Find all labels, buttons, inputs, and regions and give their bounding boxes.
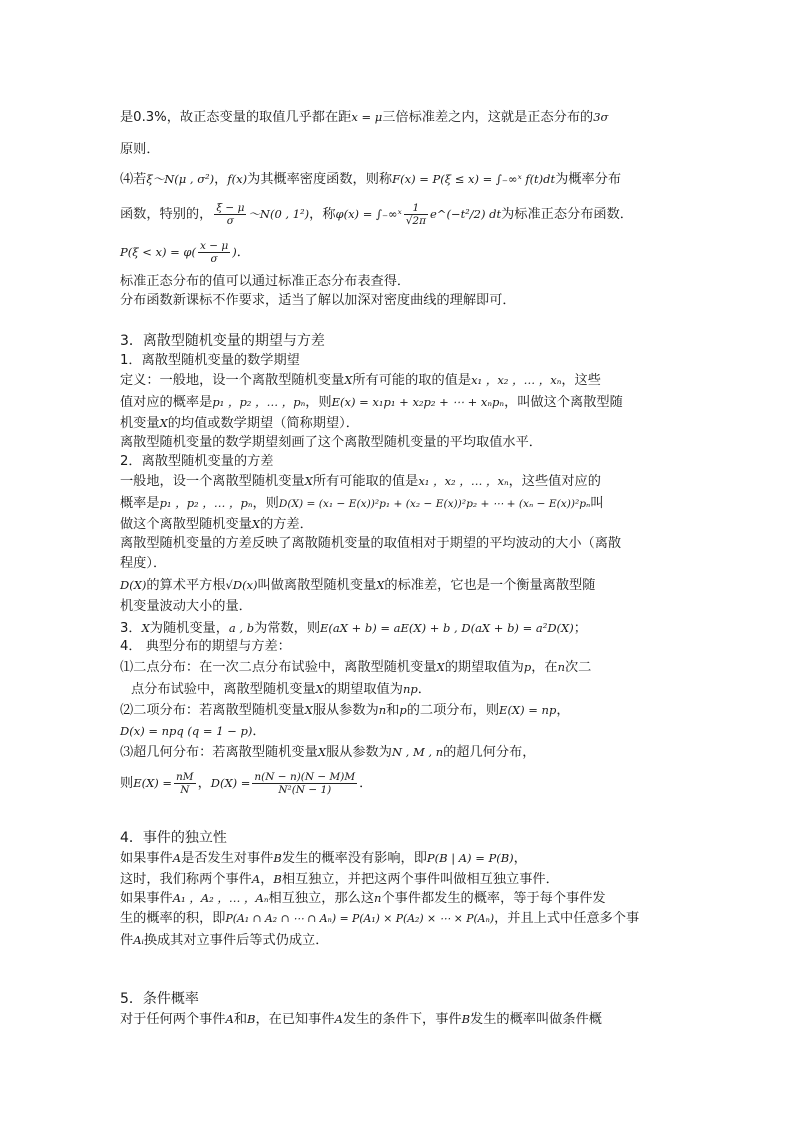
subheading <box>120 453 273 471</box>
denominator: N²(N − 1) <box>278 783 332 796</box>
formula: E(X) = <box>133 776 173 790</box>
formula: D(x) = npq (q = 1 − p) <box>120 724 253 738</box>
text: ， <box>260 872 274 887</box>
text: 点分布试验中，离散型随机变量 <box>131 682 316 697</box>
numerator: n(N − n)(N − M)M <box>254 770 356 783</box>
text-line <box>120 393 623 412</box>
text-line <box>120 849 527 868</box>
text: 机变量波动大小的量． <box>120 599 252 614</box>
text: 叫做离散型随机变量 <box>257 578 377 593</box>
text-line <box>120 931 328 950</box>
text-line <box>120 910 639 928</box>
text: 如果事件 <box>120 891 173 906</box>
text: 原则． <box>120 142 160 157</box>
text-line <box>120 414 359 433</box>
text: ． <box>359 776 373 791</box>
text: ，这些值对应的 <box>508 474 601 489</box>
text: 1．离散型随机变量的数学期望 <box>120 353 300 368</box>
text-line <box>120 535 621 553</box>
text-line <box>120 108 608 127</box>
text: 离散型随机变量的方差反映了离散随机变量的取值相对于期望的平均波动的大小（离散 <box>120 536 622 551</box>
formula: p₁ ，p₂ ，… ，pₙ <box>159 496 253 510</box>
formula: A <box>251 872 261 886</box>
text: ， <box>556 703 570 718</box>
text: 定义：一般地，设一个离散型随机变量 <box>120 373 345 388</box>
formula: np <box>402 682 418 696</box>
fraction <box>214 202 246 227</box>
text: 服从参数为 <box>312 703 379 718</box>
formula: E(X) = np <box>499 703 557 717</box>
text: 的期望取值为 <box>444 660 524 675</box>
formula: X <box>317 745 326 759</box>
formula: x = μ <box>351 110 383 124</box>
text: 件 <box>120 933 134 948</box>
heading-text: 4．事件的独立性 <box>120 830 227 846</box>
formula: A <box>225 1012 234 1026</box>
fraction <box>252 771 357 796</box>
text: 次二 <box>564 660 592 675</box>
text: 2．离散型随机变量的方差 <box>120 454 274 469</box>
text: 如果事件 <box>120 851 173 866</box>
text: 发生的概率叫做条件概 <box>470 1012 602 1027</box>
denominator: σ <box>210 252 218 265</box>
fraction <box>404 202 428 227</box>
heading-text: 5．条件概率 <box>120 991 199 1007</box>
formula: X <box>251 517 261 531</box>
text: 3． <box>120 621 142 636</box>
text-line <box>120 619 587 638</box>
text: 所有可能的取的值是 <box>352 373 472 388</box>
subheading <box>120 352 300 370</box>
formula: X <box>159 416 168 430</box>
text: 叫 <box>590 496 604 511</box>
section-heading <box>120 332 325 350</box>
text-line <box>120 555 166 573</box>
text: 服从参数为 <box>326 745 392 760</box>
text-line <box>120 238 250 267</box>
text: 是0.3%，故正态变量的取值几乎都在距 <box>120 110 352 125</box>
formula: D(X) = (x₁ − E(x))²p₁ + (x₂ − E(x))²p₂ + ⋯ + (xₙ − E(x))²pₙ <box>278 498 591 510</box>
formula: e^(−t²/2) dt <box>430 207 502 221</box>
formula: P(B | A) = P(B) <box>426 851 514 865</box>
numerator: x − μ <box>199 239 229 252</box>
text-line <box>131 680 431 699</box>
text: 分布函数新课标不作要求，适当了解以加深对密度曲线的理解即可． <box>120 293 516 308</box>
formula: B <box>273 872 282 886</box>
text: ． <box>417 682 431 697</box>
formula: A <box>172 851 182 865</box>
text-line <box>120 722 266 741</box>
formula: ～N(0 , 1²) <box>248 207 310 221</box>
text: 的超几何分布， <box>443 745 536 760</box>
text-line <box>120 1010 602 1029</box>
text: 相互独立，并把这两个事件叫做相互独立事件． <box>281 872 559 887</box>
formula: X <box>304 474 313 488</box>
text: ，并且上式中任意多个事 <box>494 911 640 926</box>
text-line <box>120 598 252 616</box>
text: 4． 典型分布的期望与方差： <box>120 639 291 654</box>
text: 一般地，设一个离散型随机变量 <box>120 474 305 489</box>
text: ⑵二项分布：若离散型随机变量 <box>120 703 305 718</box>
formula: A₁ ，A₂ ，… ，Aₙ <box>172 891 269 905</box>
formula: X <box>141 621 150 635</box>
text: 的二项分布，则 <box>406 703 500 718</box>
text: ，叫做这个离散型随 <box>504 395 623 410</box>
text: ，在已知事件 <box>255 1012 335 1027</box>
section-heading <box>120 829 227 847</box>
text-line <box>120 658 591 677</box>
formula: B <box>273 851 282 865</box>
text: 为其概率密度函数，则称 <box>247 172 393 187</box>
text: ， <box>513 851 527 866</box>
text: 三倍标准差之内，这就是正态分布的 <box>382 110 594 125</box>
text: 值对应的概率是 <box>120 395 213 410</box>
text: 为概率分布 <box>555 172 622 187</box>
text: ， <box>214 172 228 187</box>
text: 做这个离散型随机变量 <box>120 517 252 532</box>
text: ，在 <box>531 660 558 675</box>
text: ，则 <box>305 395 332 410</box>
text: 发生的条件下，事件 <box>342 1012 462 1027</box>
text-line <box>120 292 516 310</box>
formula: X <box>376 578 385 592</box>
text-line <box>120 434 542 452</box>
text-line <box>120 576 595 595</box>
text: 为随机变量， <box>149 621 229 636</box>
formula: X <box>304 703 313 717</box>
text-line <box>120 638 291 656</box>
text: ，称 <box>309 207 336 222</box>
formula: √D(x) <box>225 578 258 592</box>
formula: p₁ ，p₂ ，… ，pₙ <box>212 395 306 409</box>
text: 标准正态分布的值可以通过标准正态分布表查得． <box>120 274 411 289</box>
formula: p <box>523 660 532 674</box>
text: ． <box>236 245 250 260</box>
text-line <box>120 371 601 390</box>
text-line <box>120 141 160 159</box>
text: 发生的概率没有影响，即 <box>281 851 427 866</box>
text: 离散型随机变量的数学期望刻画了这个离散型随机变量的平均取值水平． <box>120 435 542 450</box>
text: 则 <box>120 776 134 791</box>
formula: A <box>334 1012 343 1026</box>
text-line <box>120 743 535 762</box>
formula: n <box>557 660 565 674</box>
formula: a , b <box>228 621 255 635</box>
text: 机变量 <box>120 416 160 431</box>
text-line <box>120 701 570 720</box>
text: 的期望取值为 <box>323 682 403 697</box>
denominator: √2π <box>405 214 426 227</box>
text-line <box>120 273 410 291</box>
text: ⑷若 <box>120 172 147 187</box>
numerator: 1 <box>404 202 428 215</box>
formula: X <box>315 682 324 696</box>
text: ， <box>197 776 211 791</box>
formula: x₁ ，x₂ ，… ，xₙ <box>471 373 562 387</box>
text-line <box>120 170 621 189</box>
text: 这时，我们称两个事件 <box>120 872 252 887</box>
text: 程度）． <box>120 556 167 571</box>
formula: N , M , n <box>391 745 444 759</box>
text: 生的概率的积，即 <box>120 911 226 926</box>
formula: n <box>378 703 387 717</box>
text: 概率是 <box>120 496 160 511</box>
formula: E(aX + b) = aE(X) + b , D(aX + b) = a²D(X) <box>320 621 574 635</box>
text: 和 <box>386 703 400 718</box>
text: 换成其对立事件后等式仍成立． <box>143 933 329 948</box>
text-line <box>120 870 559 889</box>
numerator: ξ − μ <box>216 201 245 214</box>
text: 的均值或数学期望（简称期望）． <box>167 416 359 431</box>
formula: Aᵢ <box>133 933 144 947</box>
denominator: N <box>180 783 190 796</box>
formula: B <box>461 1012 471 1026</box>
text: 的标准差，它也是一个衡量离散型随 <box>384 578 596 593</box>
formula: X <box>436 660 445 674</box>
formula: p <box>399 703 407 717</box>
text: 的算术平方根 <box>146 578 226 593</box>
formula: n <box>374 891 382 905</box>
formula: D(X) = <box>210 776 251 790</box>
text: ． <box>252 724 266 739</box>
formula: P(ξ < x) = φ( <box>120 245 196 259</box>
text-line <box>120 768 372 799</box>
formula: φ(x) = ∫₋∞ˣ <box>335 207 402 221</box>
text: ，则 <box>252 496 279 511</box>
formula: F(x) = P(ξ ≤ x) = ∫₋∞ˣ f(t)dt <box>392 172 556 186</box>
fraction <box>174 771 196 796</box>
formula: X <box>344 373 353 387</box>
text: 是否发生对事件 <box>181 851 274 866</box>
formula: E(x) = x₁p₁ + x₂p₂ + ⋯ + xₙpₙ <box>331 395 505 409</box>
text: 为标准正态分布函数． <box>501 207 633 222</box>
text-line <box>120 889 606 908</box>
text: ； <box>573 621 587 636</box>
text: 和 <box>233 1012 247 1027</box>
numerator: nM <box>176 770 194 783</box>
section-heading <box>120 990 199 1008</box>
text: 函数，特别的， <box>120 207 213 222</box>
fraction <box>198 240 230 265</box>
text: ⑴二点分布：在一次二点分布试验中，离散型随机变量 <box>120 660 437 675</box>
text: ⑶超几何分布：若离散型随机变量 <box>120 745 318 760</box>
text: 个事件都发生的概率，等于每个事件发 <box>381 891 606 906</box>
heading-text: 3．离散型随机变量的期望与方差 <box>120 333 325 349</box>
formula: D(X) <box>120 578 147 592</box>
denominator: σ <box>226 214 234 227</box>
text-line <box>120 515 313 534</box>
formula: x₁ ，x₂ ，… ，xₙ <box>418 474 509 488</box>
formula: ξ～N(μ , σ²) <box>146 172 215 186</box>
formula: 3σ <box>593 110 609 124</box>
text-line <box>120 472 601 491</box>
text-line <box>120 494 604 513</box>
text: 为常数，则 <box>254 621 321 636</box>
text: 对于任何两个事件 <box>120 1012 226 1027</box>
formula: f(x) <box>227 172 248 186</box>
text: 相互独立，那么这 <box>268 891 375 906</box>
text: 所有可能取的值是 <box>312 474 419 489</box>
text: ，这些 <box>561 373 601 388</box>
formula: P(A₁ ∩ A₂ ∩ ⋯ ∩ Aₙ) = P(A₁) × P(A₂) × ⋯ × P(Aₙ) <box>225 912 495 925</box>
text: 的方差． <box>260 517 313 532</box>
text-line <box>120 200 633 229</box>
formula: B <box>247 1012 256 1026</box>
formula: ) <box>232 245 237 259</box>
